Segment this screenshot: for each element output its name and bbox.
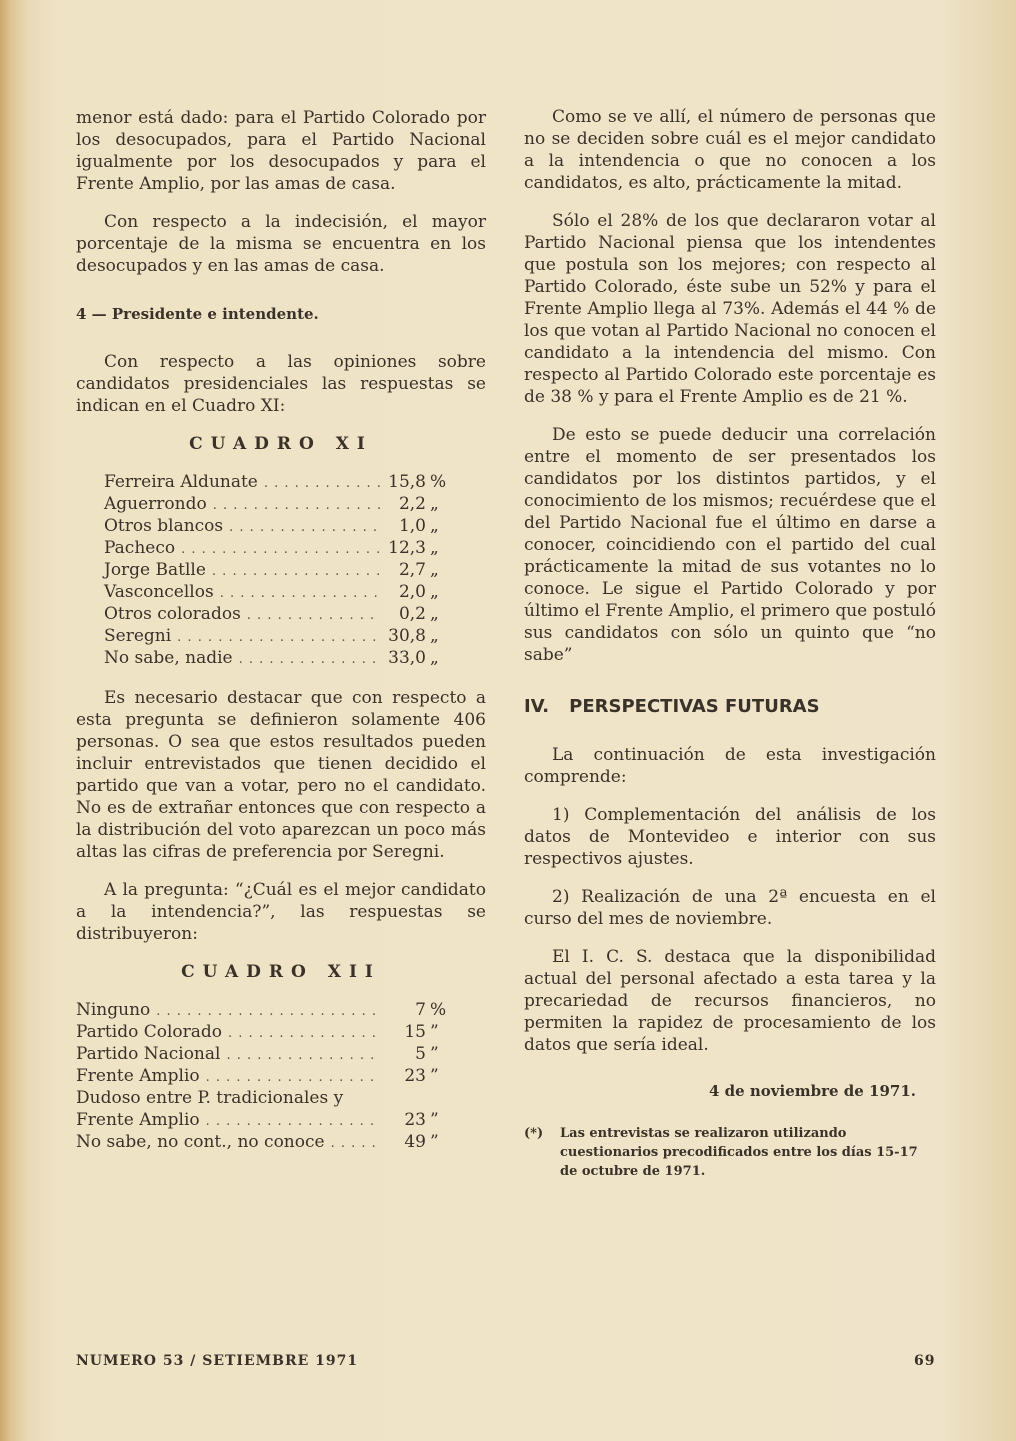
row-unit: % — [430, 1000, 447, 1020]
footnote-text: Las entrevistas se realizaron utilizando cuestionarios precodificados entre los días 15-17 de octubre de 1971. — [560, 1126, 918, 1179]
table-row — [104, 537, 456, 559]
row-value: 5 — [415, 1044, 426, 1064]
leader-dots — [212, 561, 380, 583]
leader-dots — [229, 517, 380, 539]
leader-dots — [228, 1023, 380, 1045]
row-unit: „ — [430, 494, 439, 514]
table-row — [104, 625, 456, 647]
table-row — [104, 647, 456, 669]
row-label: Pacheco — [104, 538, 176, 558]
footer-issue: NUMERO 53 / SETIEMBRE 1971 — [76, 1353, 359, 1369]
row-label: Vasconcellos — [104, 582, 214, 602]
subsection-heading: 4 — Presidente e intendente. — [76, 305, 319, 323]
row-value: 7 — [415, 1000, 426, 1020]
leader-dots — [206, 1111, 380, 1133]
footnote-mark: (*) — [524, 1126, 544, 1141]
table-row — [76, 1043, 456, 1065]
row-unit: „ — [430, 648, 439, 668]
section-number: IV. — [524, 696, 550, 717]
row-unit: ” — [430, 1110, 439, 1130]
row-label: Seregni — [104, 626, 172, 646]
cuadro-xi-table — [76, 471, 486, 669]
row-value: 23 — [404, 1066, 426, 1086]
leader-dots — [226, 1045, 380, 1067]
row-value: 15 — [404, 1022, 426, 1042]
left-column — [76, 107, 486, 1171]
row-label: No sabe, no cont., no conoce — [76, 1132, 325, 1152]
paragraph: Sólo el 28% de los que declararon votar al Partido Nacional piensa que los intendentes que postula son los mejores; con respecto al Partido Colorado, éste sube un 52% y para el Frente Amplio llega al 73%. Además el 44 % de los que votan al Partido Nacional no conocen el candidato a la intendencia del mismo. Con respecto al Partido Colorado este porcentaje es de 38 % y para el Frente Amplio es de 21 %. — [524, 211, 936, 407]
leader-dots — [239, 649, 380, 671]
row-unit: „ — [430, 516, 439, 536]
row-unit: „ — [430, 626, 439, 646]
row-unit: ” — [430, 1022, 439, 1042]
paragraph: De esto se puede deducir una correlación entre el momento de ser presentados los candidatos por los distintos partidos, y el conocimiento de los mismos; recuérdese que el del Partido Nacional fue el último en darse a conocer, coincidiendo con el partido del cual prácticamente la mitad de sus votantes no lo conoce. Le sigue el Partido Colorado y por último el Frente Amplio, el primero que postuló sus candidatos con sólo un quinto que “no sabe” — [524, 425, 936, 665]
leader-dots — [181, 539, 380, 561]
row-value: 30,8 — [388, 626, 426, 646]
row-unit: „ — [430, 560, 439, 580]
cuadro-xii-table — [76, 999, 486, 1153]
row-unit: ” — [430, 1132, 439, 1152]
row-value: 49 — [404, 1132, 426, 1152]
row-label: Frente Amplio — [76, 1066, 200, 1086]
row-label: Partido Nacional — [76, 1044, 221, 1064]
leader-dots — [206, 1067, 380, 1089]
list-item: 1) Complementación del análisis de los datos de Montevideo e interior con sus respectivos ajustes. — [524, 805, 936, 869]
row-unit: „ — [430, 582, 439, 602]
table-row — [76, 1065, 456, 1087]
leader-dots — [264, 473, 380, 495]
leader-dots — [213, 495, 380, 517]
row-value: 0,2 — [398, 604, 426, 624]
table-row — [76, 1021, 456, 1043]
row-unit: ” — [430, 1044, 439, 1064]
paragraph: Es necesario destacar que con respecto a esta pregunta se definieron solamente 406 personas. O sea que estos resultados pueden incluir entrevistados que tienen decidido el partido que van a votar, pero no el candidato. No es de extrañar entonces que con respecto a la distribución del voto aparezcan un poco más altas las cifras de preferencia por Seregni. — [76, 688, 486, 862]
paragraph: A la pregunta: “¿Cuál es el mejor candidato a la intendencia?”, las respuestas se distribuyeron: — [76, 880, 486, 944]
list-item: 2) Realización de una 2ª encuesta en el curso del mes de noviembre. — [524, 887, 936, 929]
paragraph: Con respecto a la indecisión, el mayor porcentaje de la misma se encuentra en los desocupados y en las amas de casa. — [76, 212, 486, 276]
row-label: Aguerrondo — [104, 494, 207, 514]
paragraph: El I. C. S. destaca que la disponibilidad actual del personal afectado a esta tarea y la precariedad de recursos financieros, no permiten la rapidez de procesamiento de los datos que sería ideal. — [524, 947, 936, 1055]
table-row — [76, 1109, 456, 1131]
row-value: 2,2 — [398, 494, 426, 514]
table-title: CUADRO XII — [181, 962, 381, 982]
section-title: PERSPECTIVAS FUTURAS — [569, 696, 820, 717]
row-unit: ” — [430, 1066, 439, 1086]
section-heading — [524, 696, 936, 718]
table-row — [76, 1131, 456, 1153]
leader-dots — [331, 1133, 380, 1155]
row-unit: % — [430, 472, 447, 492]
right-column — [524, 106, 936, 1181]
table-row — [104, 471, 456, 493]
row-label: Ninguno — [76, 1000, 151, 1020]
footnote — [524, 1124, 936, 1181]
table-title: CUADRO XI — [189, 434, 373, 454]
row-label: Jorge Batlle — [104, 560, 206, 580]
leader-dots — [220, 583, 380, 605]
table-row — [104, 581, 456, 603]
row-value: 2,7 — [398, 560, 426, 580]
row-label-line: Dudoso entre P. tradicionales y — [76, 1088, 344, 1108]
row-label: Frente Amplio — [76, 1110, 200, 1130]
row-value: 23 — [404, 1110, 426, 1130]
row-value: 12,3 — [388, 538, 426, 558]
row-label: Ferreira Aldunate — [104, 472, 258, 492]
row-label: Otros blancos — [104, 516, 224, 536]
row-value: 33,0 — [388, 648, 426, 668]
paragraph: Con respecto a las opiniones sobre candidatos presidenciales las respuestas se indican en el Cuadro XI: — [76, 352, 486, 416]
leader-dots — [247, 605, 380, 627]
table-row — [104, 493, 456, 515]
row-unit: „ — [430, 604, 439, 624]
table-row — [104, 515, 456, 537]
paragraph: Como se ve allí, el número de personas que no se deciden sobre cuál es el mejor candidato a la intendencia o que no conocen a los candidatos, es alto, prácticamente la mitad. — [524, 107, 936, 193]
table-row — [104, 559, 456, 581]
table-row — [104, 603, 456, 625]
row-value: 1,0 — [398, 516, 426, 536]
row-value: 15,8 — [388, 472, 426, 492]
table-row — [76, 999, 456, 1021]
row-label: Otros colorados — [104, 604, 241, 624]
row-label: No sabe, nadie — [104, 648, 233, 668]
date-line: 4 de noviembre de 1971. — [708, 1082, 916, 1100]
row-value: 2,0 — [398, 582, 426, 602]
paragraph: menor está dado: para el Partido Colorado por los desocupados, para el Partido Nacional igualmente por los desocupados y para el Frente Amplio, por las amas de casa. — [76, 108, 486, 194]
row-unit: „ — [430, 538, 439, 558]
paragraph: La continuación de esta investigación comprende: — [524, 745, 936, 787]
leader-dots — [177, 627, 380, 649]
row-label: Partido Colorado — [76, 1022, 223, 1042]
leader-dots — [156, 1001, 380, 1023]
page-number: 69 — [914, 1353, 936, 1369]
